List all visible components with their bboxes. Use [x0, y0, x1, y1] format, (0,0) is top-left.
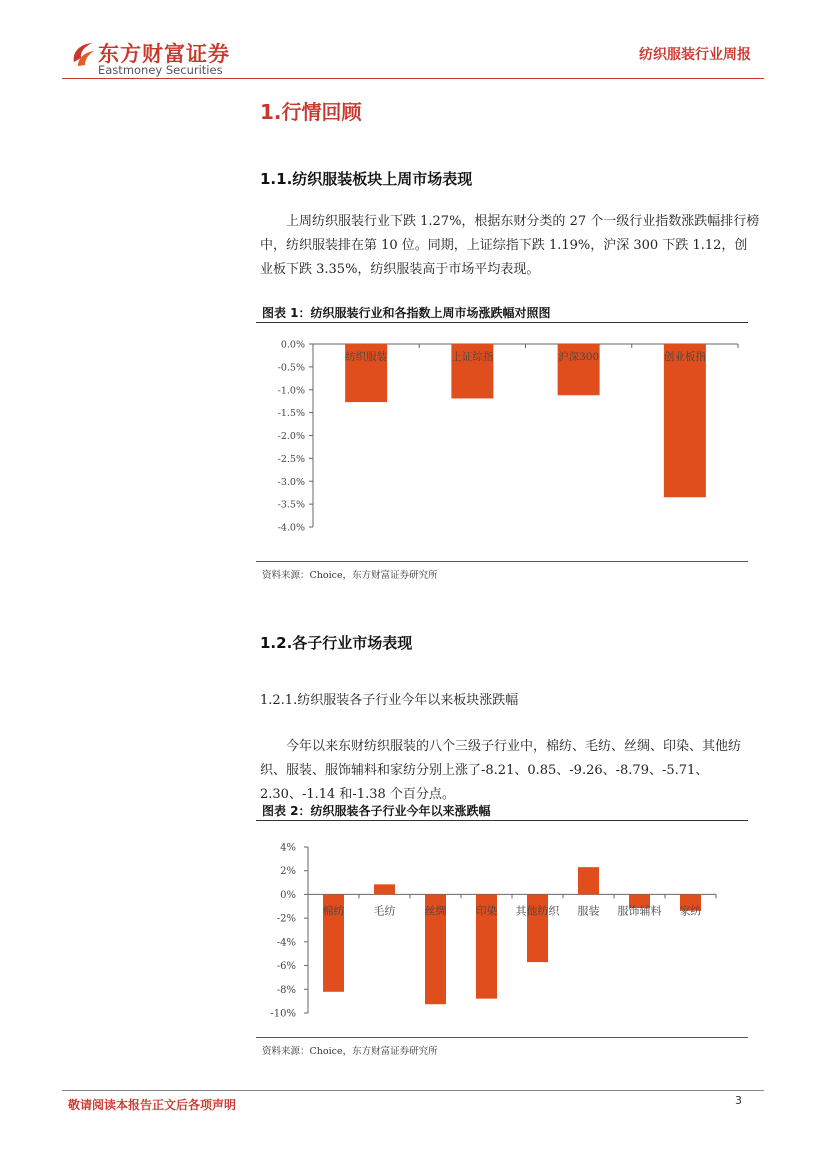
x-category-label: 丝绸 — [424, 904, 447, 918]
logo-text-cn: 东方财富证券 — [98, 42, 230, 66]
report-type: 纺织服装行业周报 — [639, 47, 751, 63]
figure-1-source-rule — [256, 561, 748, 562]
y-tick-label: 0.0% — [280, 339, 305, 351]
y-tick-label: -1.5% — [277, 408, 305, 420]
figure-2-title: 图表 2：纺织服装各子行业今年以来涨跌幅 — [262, 804, 491, 818]
logo-icon — [70, 40, 96, 72]
figure-1-chart — [256, 330, 748, 555]
subsubsection-title: 1.2.1.纺织服装各子行业今年以来板块涨跌幅 — [260, 693, 519, 708]
page-number: 3 — [735, 1094, 742, 1107]
x-category-label: 上证综指 — [451, 351, 494, 363]
footer-divider — [62, 1090, 764, 1091]
x-category-label: 其他纺织 — [515, 904, 560, 918]
bar — [374, 884, 395, 894]
y-tick-label: -1.0% — [277, 385, 305, 397]
figure-1-top-rule — [256, 322, 748, 323]
x-category-label: 服装 — [577, 904, 600, 918]
subsection-title-1-2: 1.2.各子行业市场表现 — [260, 634, 413, 652]
y-tick-label: -4% — [276, 937, 296, 949]
y-tick-label: -8% — [276, 984, 296, 996]
y-tick-label: -6% — [276, 961, 296, 973]
paragraph-1-2: 今年以来东财纺织服装的八个三级子行业中，棉纺、毛纺、丝绸、印染、其他纺织、服装、服饰辅料和家纺分别上涨了-8.21、0.85、-9.26、-8.79、-5.71、2.30、-1.14 和-1.38 个百分点。 — [260, 739, 742, 802]
header-divider — [62, 78, 764, 79]
subsection-title-1-1: 1.1.纺织服装板块上周市场表现 — [260, 170, 473, 188]
y-tick-label: -2% — [276, 913, 296, 925]
bar — [664, 344, 706, 497]
figure-2-chart — [256, 835, 748, 1030]
paragraph-1-1: 上周纺织服装行业下跌 1.27%，根据东财分类的 27 个一级行业指数涨跌幅排行榜中，纺织服装排在第 10 位。同期，上证综指下跌 1.19%，沪深 300 下跌 1.12，创业板下跌 3.35%，纺织服装高于市场平均表现。 — [260, 214, 760, 277]
figure-2-source-rule — [256, 1037, 748, 1038]
x-category-label: 服饰辅料 — [617, 904, 662, 918]
y-tick-label: -0.5% — [277, 362, 305, 374]
y-tick-label: 4% — [280, 842, 296, 854]
section-title: 1.行情回顾 — [260, 100, 362, 124]
x-category-label: 创业板指 — [663, 351, 706, 363]
figure-1-source: 资料来源：Choice，东方财富证券研究所 — [262, 570, 438, 581]
x-category-label: 印染 — [475, 904, 498, 918]
y-tick-label: -10% — [270, 1008, 296, 1020]
x-category-label: 毛纺 — [373, 904, 396, 918]
x-category-label: 家纺 — [679, 904, 702, 918]
logo-text-en: Eastmoney Securities — [98, 63, 223, 77]
bar — [578, 867, 599, 894]
figure-2-source: 资料来源：Choice，东方财富证券研究所 — [262, 1046, 438, 1057]
y-tick-label: 2% — [280, 866, 296, 878]
figure-2-top-rule — [256, 820, 748, 821]
x-category-label: 纺织服装 — [345, 351, 388, 363]
y-tick-label: -4.0% — [277, 522, 305, 534]
y-tick-label: -2.5% — [277, 453, 305, 465]
figure-1-title: 图表 1：纺织服装行业和各指数上周市场涨跌幅对照图 — [262, 306, 551, 320]
x-category-label: 沪深300 — [558, 351, 600, 363]
y-tick-label: -3.0% — [277, 476, 305, 488]
y-tick-label: -2.0% — [277, 431, 305, 442]
footer-disclaimer: 敬请阅读本报告正文后各项声明 — [68, 1098, 237, 1112]
y-tick-label: 0% — [280, 889, 296, 901]
y-tick-label: -3.5% — [277, 499, 305, 511]
x-category-label: 棉纺 — [322, 904, 345, 918]
